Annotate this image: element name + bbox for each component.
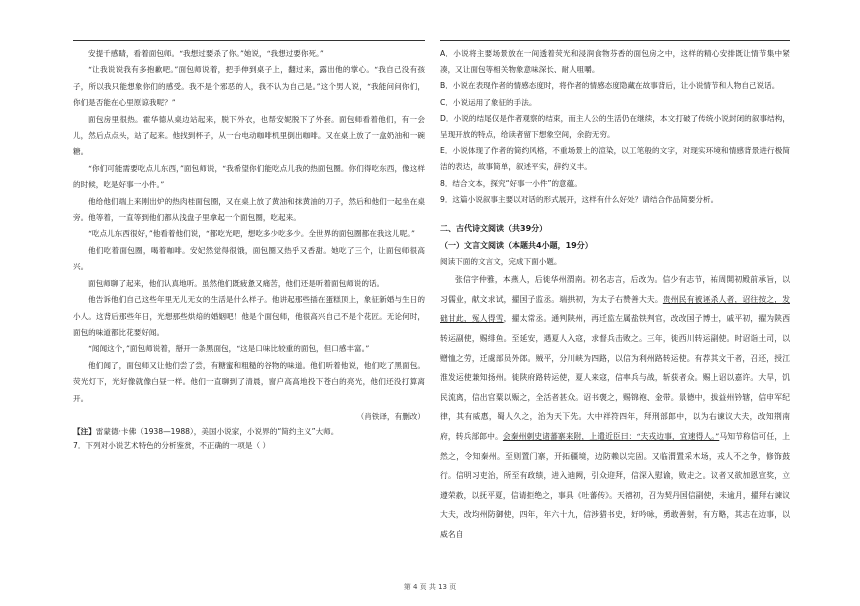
section-title: 二、古代诗文阅读（共39分） xyxy=(440,224,548,234)
story-paragraph: 面包师聊了起来，他们认真地听。虽然他们既疲惫又痛苦，他们还是听着面包师说的话。 xyxy=(88,278,385,288)
story-paragraph: “你们可能需要吃点儿东西，”面包师说，“我希望你们能吃点儿我的热面包圈。你们得吃东西，像这样的时候，吃是好事一小件。” xyxy=(73,163,425,190)
question-9: 9．这篇小说叙事主要以对话的形式展开，这样有什么好处？请结合作品简要分析。 xyxy=(440,194,719,204)
story-paragraph: 他给他们端上来刚出炉的热肉桂面包圈，又在桌上放了黄油和抹黄油的刀子，然后和他们一起坐在桌旁。他等着，一直等到他们都从浅盘子里拿起一个面包圈，吃起来。 xyxy=(73,196,425,223)
source-attribution: （肖铁译，有删改） xyxy=(356,411,425,421)
top-rule-left xyxy=(73,40,425,41)
classical-paragraph: 张信字仲雅，本燕人，后徙华州渭南。初名志言，后改为。信少有志节，祐周開初殿前承旨，以习儒业，献文求试，擢国子监丞。端拱初，为太子右赞善大夫。贵州民有被诬杀人者，诏往按之，发础甘此，冤人得雪，擢太常丞。通判陕州，再迁监左属盐铁判官，改改国子博士，戚平初，擢为陕西转运副使，赐绯鱼。至延安，遇夏人入寇，求督兵击败之。三年，徙西川转运副使。时诏诣土司，以赠恤之劳，迁虞部员外郎。贼平，分川峡为四路，以信为利州路转运使。有荐其文干者，召还，授江淮发运使兼知扬州。徙陕府路转运使，夏人来寇，信率兵与战，斩获者众。赐上诏以嘉许。大旱，饥民流离，信出官粟以赈之，全活者甚众。诏书褒之，赐锦袍、金带。景德中，拔益州钤辖，信申军纪律，其有威惠，蜀人久之，治为天下先。大中祥符四年，拜刑部郎中，以为右谏议大夫，改知荆南府，转兵部郎中。会秦州刺史诸蕃寨来附，上遣近臣曰：“夫戎边事，宜速得人。”马知节称信可任，上然之，令知秦州。至则置门寨，开拓疆境，边防赖以完固。又临渭置采木场，戎人不之争，修饰鼓行。信明习吏治，所至有政绩，进入迪阙，引众迎拜，信深入慰谕，败走之。议者又欲加恩宣奖，立遵荣赦，以抚平夏，信请拒绝之，事具《吐蕃传》。天禧初，召为契丹国信副使，未逾月，擢拜右谏议大夫，改均州防御使，四年，年六十九，信涉猎书史，好吟咏，勇敢善射，有方略，其志在边事，以威名自 xyxy=(440,275,791,539)
story-paragraph: “闻闻这个，”面包师说着，掰开一条黑面包，“这是口味比较重的面包，但口感丰富。” xyxy=(88,344,370,354)
option-b: B．小说在表现作者的情感态度时，将作者的情感态度隐藏在故事背后，让小说情节和人物自己说话。 xyxy=(440,81,780,91)
underlined-sentence: ，诏往按之，发础甘此，冤人得雪 xyxy=(440,294,790,324)
story-paragraph: 面包房里很热。霍华德从桌边站起来，脱下外衣，也帮安妮脱下了外套。面包师看着他们，有一会儿，然后点点头，站了起来。他找到杯子，从一台电动咖啡机里倒出咖啡。又在桌上放了一盒奶油和一碗糖。 xyxy=(73,114,425,157)
question-8: 8．结合文本，探究“好事一小件”的意蕴。 xyxy=(440,178,582,188)
option-c: C．小说运用了象征的手法。 xyxy=(440,97,537,107)
reading-instruction: 阅读下面的文言文，完成下面小题。 xyxy=(440,257,562,267)
option-d: D．小说的结尾仅是作者观察的结束，而主人公的生活仍在继续，本文打破了传统小说封闭的叙事结构，呈现开放的特点，给读者留下想象空间，余韵无穷。 xyxy=(440,113,790,140)
author-note xyxy=(73,425,425,439)
story-paragraph: 他告诉他们自己这些年里无儿无女的生活是什么样子。他讲起那些插在蛋糕顶上，象征新婚与生日的小人。这背后那些年日，光想那些烘焙的婚姻吧！他是个面包师，他很高兴自己不是个花匠。无论何时，面包的味道都比花要好闻。 xyxy=(73,295,425,337)
underlined-sentence: 会秦州刺史诸蕃寨来附，上遣近臣曰：“夫戎边事，宜速得人。” xyxy=(502,431,720,441)
top-rule-right xyxy=(440,40,790,41)
option-a: A．小说将主要场景放在一间透着荧光和浸润食物芬香的面包房之中，这样的精心安排既让情节集中紧凑，又让面包等相关物象意味深长、耐人咀嚼。 xyxy=(440,49,790,75)
story-paragraph: 安提千感睛，看着面包师。“我想过要杀了你。”她说，“我想过要你死。” xyxy=(88,49,324,58)
story-paragraph: “吃点儿东西很好，”他看着他们说，“都吃光吧，想吃多少吃多少。全世界的面包圈都在我这儿呢。” xyxy=(88,229,415,239)
story-paragraph: “让我说说我有多抱歉吧。”面包师说着，把手伸到桌子上，翻过来，露出他的掌心。“我自己没有孩子，所以我只能想象你们的感受。我不是个邪恶的人，我不认为自己是。”这个男人说，“我能问问你们，你们是否能在心里原谅我呢？” xyxy=(73,65,425,108)
note-text: 雷蒙德·卡佛（1938—1988），美国小说家，小说界的“简约主义”大师。 xyxy=(95,427,339,437)
left-column xyxy=(73,46,425,453)
underlined-sentence: 贵州民有被诬杀人者 xyxy=(662,294,735,304)
note-label: 【注】 xyxy=(73,427,96,437)
story-paragraph: 他们吃着面包圈，喝着咖啡。安妃然觉得很饿，面包圈又热乎又香甜。她吃了三个，让面包师很高兴。 xyxy=(73,245,425,272)
right-column xyxy=(440,46,790,545)
page-footer: 第 4 页 共 13 页 xyxy=(403,583,457,591)
story-paragraph: 他们闻了，面包师又让他们尝了尝，有糖蜜和粗糙的谷物的味道。他们听着他说，他们吃了黑面包。荧光灯下，光好像就像白昼一样。他们一直聊到了清晨，窗户高高地投下苍白的亮光，他们还没打算离开。 xyxy=(73,360,425,403)
question-7: 7．下列对小说艺术特色的分析鉴赏，不正确的一项是（ ） xyxy=(73,441,271,451)
option-e: E．小说体现了作者的简约风格，不重场景上的渲染，以工笔般的文字，对现实环境和情感背景进行极简洁的表达，故事简单，叙述平实，辞约义丰。 xyxy=(440,146,790,172)
subsection-title: （一）文言文阅读（本题共4小题，19分） xyxy=(440,241,593,251)
